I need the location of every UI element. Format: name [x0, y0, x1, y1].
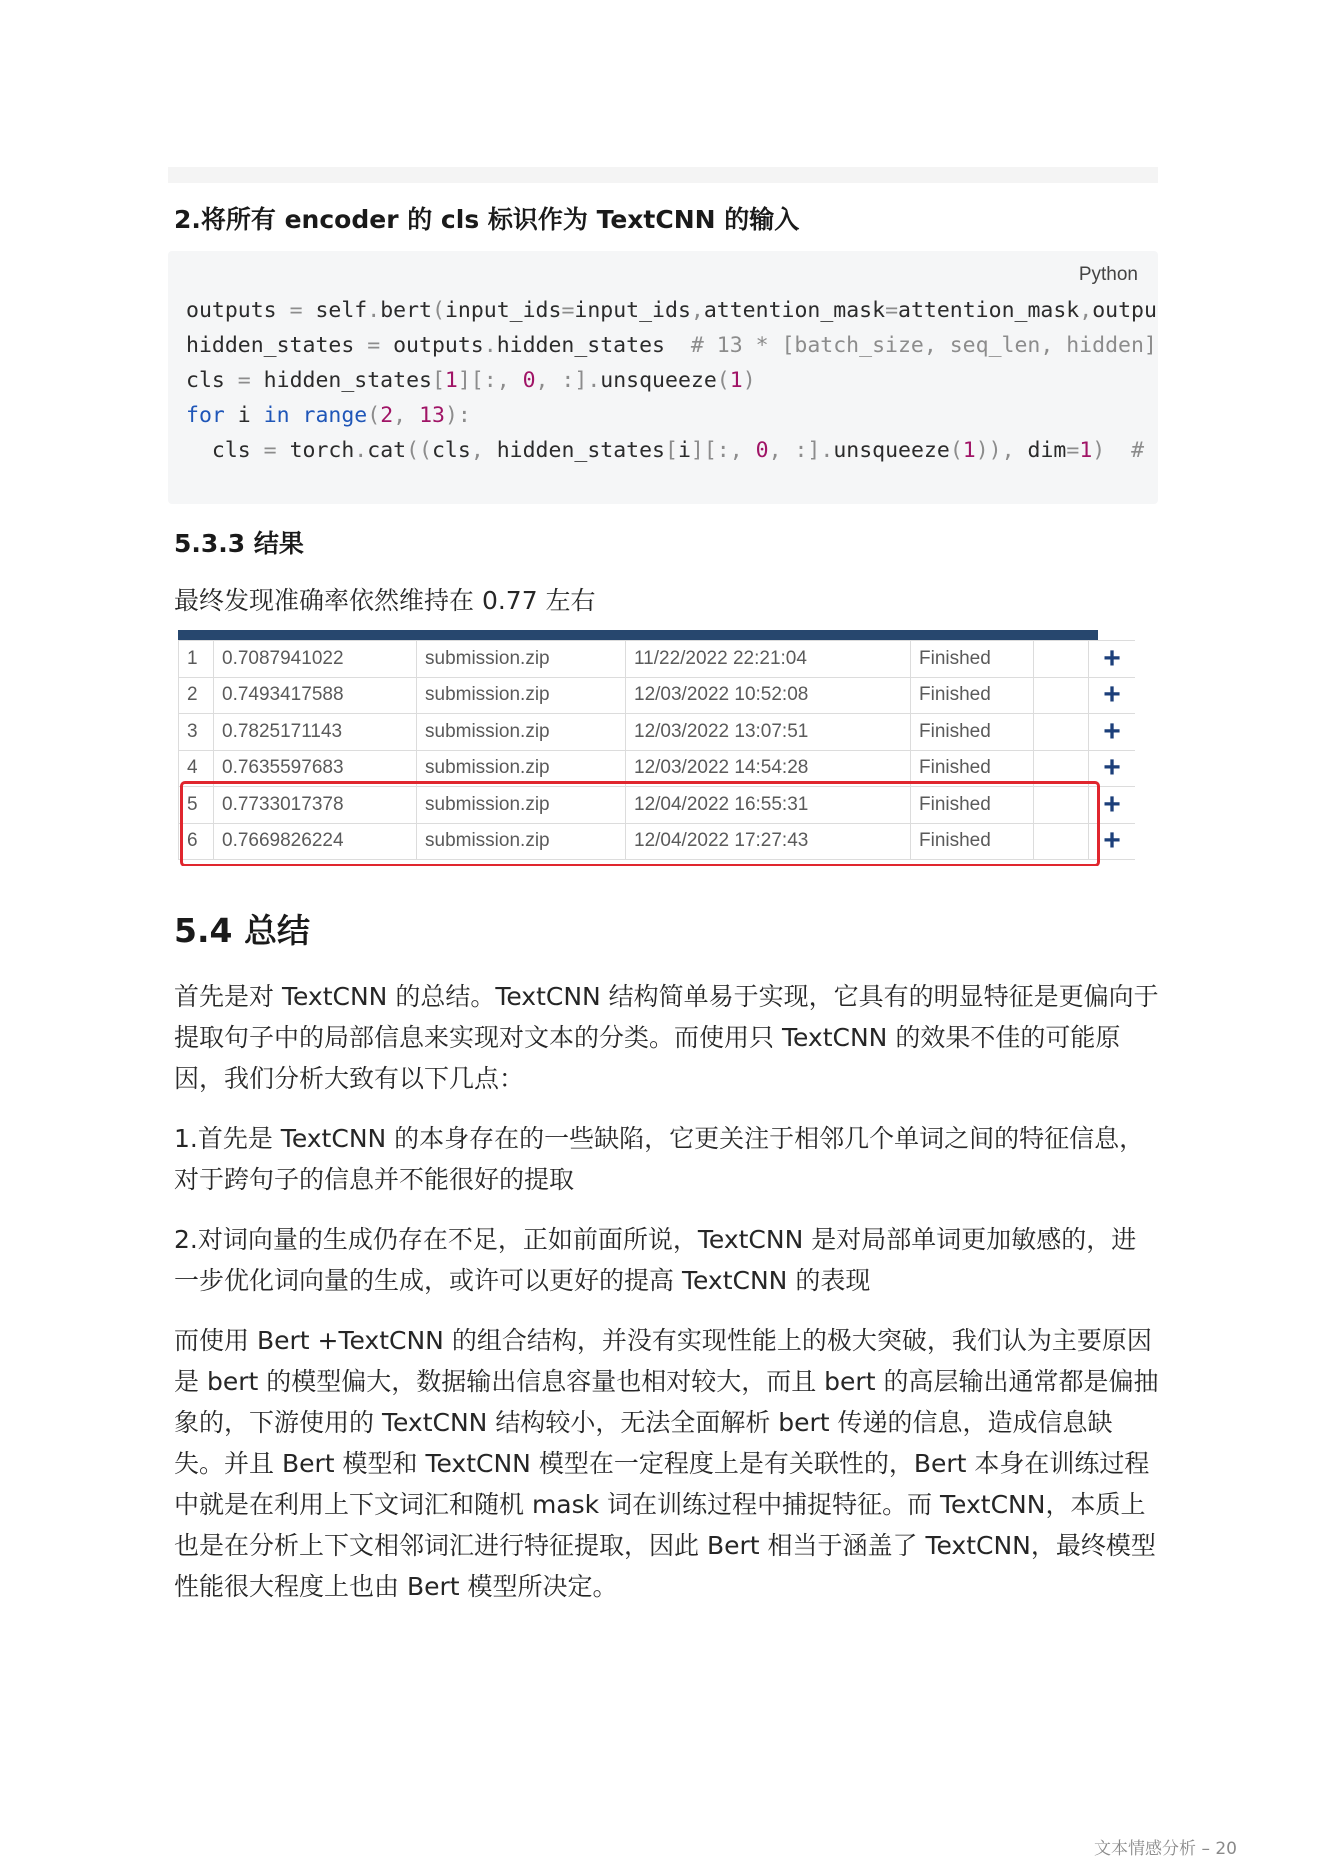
code-token: 0 [755, 438, 769, 463]
code-token: [ [665, 438, 678, 463]
code-token: . [367, 298, 381, 323]
code-token: 1 [1079, 438, 1093, 463]
code-token: = [1066, 438, 1080, 463]
date-cell: 12/03/2022 10:52:08 [626, 677, 911, 714]
code-token: hidden_states [186, 333, 368, 358]
code-token: outputs [380, 333, 484, 358]
code-token: ( [949, 438, 963, 463]
row-index: 4 [179, 750, 214, 787]
code-token: torch [276, 438, 355, 463]
file-cell: submission.zip [417, 787, 626, 824]
result-text: 最终发现准确率依然维持在 0.77 左右 [174, 586, 596, 615]
code-line [186, 328, 1157, 363]
code-token: )), [975, 438, 1028, 463]
plus-icon: + [1089, 677, 1136, 714]
code-token: ): [444, 403, 471, 428]
section-title: 2.将所有 encoder 的 cls 标识作为 TextCNN 的输入 [174, 205, 800, 234]
status-cell: Finished [911, 750, 1034, 787]
code-token: = [263, 438, 277, 463]
code-token: , [1079, 298, 1093, 323]
code-token: ) [1092, 438, 1132, 463]
code-token: , [393, 403, 420, 428]
file-cell: submission.zip [417, 823, 626, 860]
score-cell: 0.7669826224 [214, 823, 417, 860]
file-cell: submission.zip [417, 750, 626, 787]
code-token: = [367, 333, 381, 358]
date-cell: 12/04/2022 16:55:31 [626, 787, 911, 824]
code-token: ) [742, 368, 756, 393]
row-index: 1 [179, 641, 214, 678]
code-token: cls [431, 438, 471, 463]
code-token: hidden_states [496, 438, 665, 463]
code-token: (( [406, 438, 432, 463]
code-token: unsqueeze [833, 438, 950, 463]
plus-icon: + [1089, 714, 1136, 751]
code-token: , [470, 438, 497, 463]
code-token: input_ids [444, 298, 562, 323]
code-token: input_ids [574, 298, 691, 323]
code-token: # [1131, 438, 1145, 463]
code-token: for [186, 403, 225, 428]
code-language-label: Python [1078, 264, 1138, 285]
code-token: dim [1027, 438, 1067, 463]
score-cell: 0.7087941022 [214, 641, 417, 678]
file-cell: submission.zip [417, 714, 626, 751]
code-token: ( [716, 368, 730, 393]
date-cell: 12/03/2022 14:54:28 [626, 750, 911, 787]
date-cell: 12/03/2022 13:07:51 [626, 714, 911, 751]
empty-cell [1034, 677, 1089, 714]
code-token: 0 [522, 368, 536, 393]
code-token: 2 [380, 403, 394, 428]
plus-icon: + [1089, 641, 1136, 678]
status-cell: Finished [911, 641, 1034, 678]
score-cell: 0.7635597683 [214, 750, 417, 787]
code-token: in [263, 403, 290, 428]
date-cell: 12/04/2022 17:27:43 [626, 823, 911, 860]
table-row [179, 714, 1136, 751]
code-token: outputs [186, 298, 290, 323]
code-lines [186, 293, 1157, 468]
code-token: ][:, [690, 438, 756, 463]
code-token: bert [380, 298, 432, 323]
code-line [186, 293, 1157, 328]
empty-cell [1034, 714, 1089, 751]
code-token: unsqueeze [600, 368, 717, 393]
file-cell: submission.zip [417, 641, 626, 678]
code-token [290, 403, 303, 428]
code-token: ][:, [457, 368, 523, 393]
code-token: . [354, 438, 368, 463]
code-token: 1 [444, 368, 458, 393]
code-token: hidden_states [250, 368, 432, 393]
code-token: 1 [962, 438, 976, 463]
file-cell: submission.zip [417, 677, 626, 714]
summary-paragraph-1: 首先是对 TextCNN 的总结。TextCNN 结构简单易于实现，它具有的明显特征是更偏向于提取句子中的局部信息来实现对文本的分类。而使用只 TextCNN 的效果不佳的可能原因，我们分析大致有以下几点： [174, 982, 1159, 1093]
code-token: attention_mask [898, 298, 1080, 323]
row-index: 5 [179, 787, 214, 824]
table-header-bar [178, 630, 1098, 640]
code-token: i [677, 438, 691, 463]
status-cell: Finished [911, 714, 1034, 751]
code-line [186, 363, 1157, 398]
code-token: 1 [729, 368, 743, 393]
page-footer: 文本情感分析 – 20 [1094, 1839, 1237, 1859]
code-token: outpu [1092, 298, 1157, 323]
score-cell: 0.7733017378 [214, 787, 417, 824]
code-token: self [302, 298, 368, 323]
code-token: cat [367, 438, 407, 463]
score-cell: 0.7825171143 [214, 714, 417, 751]
code-token: range [302, 403, 368, 428]
code-token: . [483, 333, 497, 358]
date-cell: 11/22/2022 22:21:04 [626, 641, 911, 678]
summary-paragraph-3: 2.对词向量的生成仍存在不足，正如前面所说，TextCNN 是对局部单词更加敏感的，进一步优化词向量的生成，或许可以更好的提高 TextCNN 的表现 [174, 1225, 1137, 1295]
code-token: i [224, 403, 264, 428]
table-row [179, 641, 1136, 678]
empty-cell [1034, 641, 1089, 678]
code-line [186, 433, 1157, 468]
subsection-title: 5.3.3 结果 [174, 529, 304, 558]
status-cell: Finished [911, 677, 1034, 714]
row-index: 6 [179, 823, 214, 860]
code-token: 13 [419, 403, 445, 428]
code-token: [ [431, 368, 445, 393]
code-token: = [561, 298, 575, 323]
code-token: = [289, 298, 303, 323]
code-token: cls [186, 368, 238, 393]
code-token: ( [367, 403, 381, 428]
plus-icon: + [1089, 787, 1136, 824]
row-index: 2 [179, 677, 214, 714]
row-index: 3 [179, 714, 214, 751]
code-token: , [690, 298, 704, 323]
code-token: = [885, 298, 899, 323]
code-token: , :]. [768, 438, 834, 463]
highlight-box [180, 781, 1100, 866]
code-line [186, 398, 1157, 433]
code-token: # 13 * [batch_size, seq_len, hidden] [664, 333, 1157, 358]
summary-paragraph-2: 1.首先是 TextCNN 的本身存在的一些缺陷，它更关注于相邻几个单词之间的特征信息，对于跨句子的信息并不能很好的提取 [174, 1124, 1145, 1194]
code-token: attention_mask [703, 298, 886, 323]
submissions-screenshot [178, 630, 1154, 866]
code-token: hidden_states [496, 333, 665, 358]
status-cell: Finished [911, 823, 1034, 860]
plus-icon: + [1089, 750, 1136, 787]
code-token: cls [186, 438, 264, 463]
summary-paragraph-4: 而使用 Bert +TextCNN 的组合结构，并没有实现性能上的极大突破，我们认为主要原因是 bert 的模型偏大，数据输出信息容量也相对较大，而且 bert 的高层输出通常都是偏抽象的，下游使用的 TextCNN 结构较小，无法全面解析 bert 传递的信息，造成信息缺失。并且 Bert 模型和 TextCNN 模型在一定程度上是有关联性的，Bert 本身在训练过程中就是在利用上下文词汇和随机 mask 词在训练过程中捕捉特征。而 TextCNN，本质上也是在分析上下文相邻词汇进行特征提取，因此 Bert 相当于涵盖了 TextCNN，最终模型性能很大程度上也由 Bert 模型所决定。 [174, 1326, 1159, 1601]
plus-icon: + [1089, 823, 1136, 860]
code-token: ( [431, 298, 445, 323]
summary-title: 5.4 总结 [174, 911, 310, 950]
top-divider-bar [168, 167, 1158, 183]
code-token: , :]. [535, 368, 601, 393]
score-cell: 0.7493417588 [214, 677, 417, 714]
table-row [179, 677, 1136, 714]
code-block [168, 251, 1158, 504]
status-cell: Finished [911, 787, 1034, 824]
code-token: = [237, 368, 251, 393]
